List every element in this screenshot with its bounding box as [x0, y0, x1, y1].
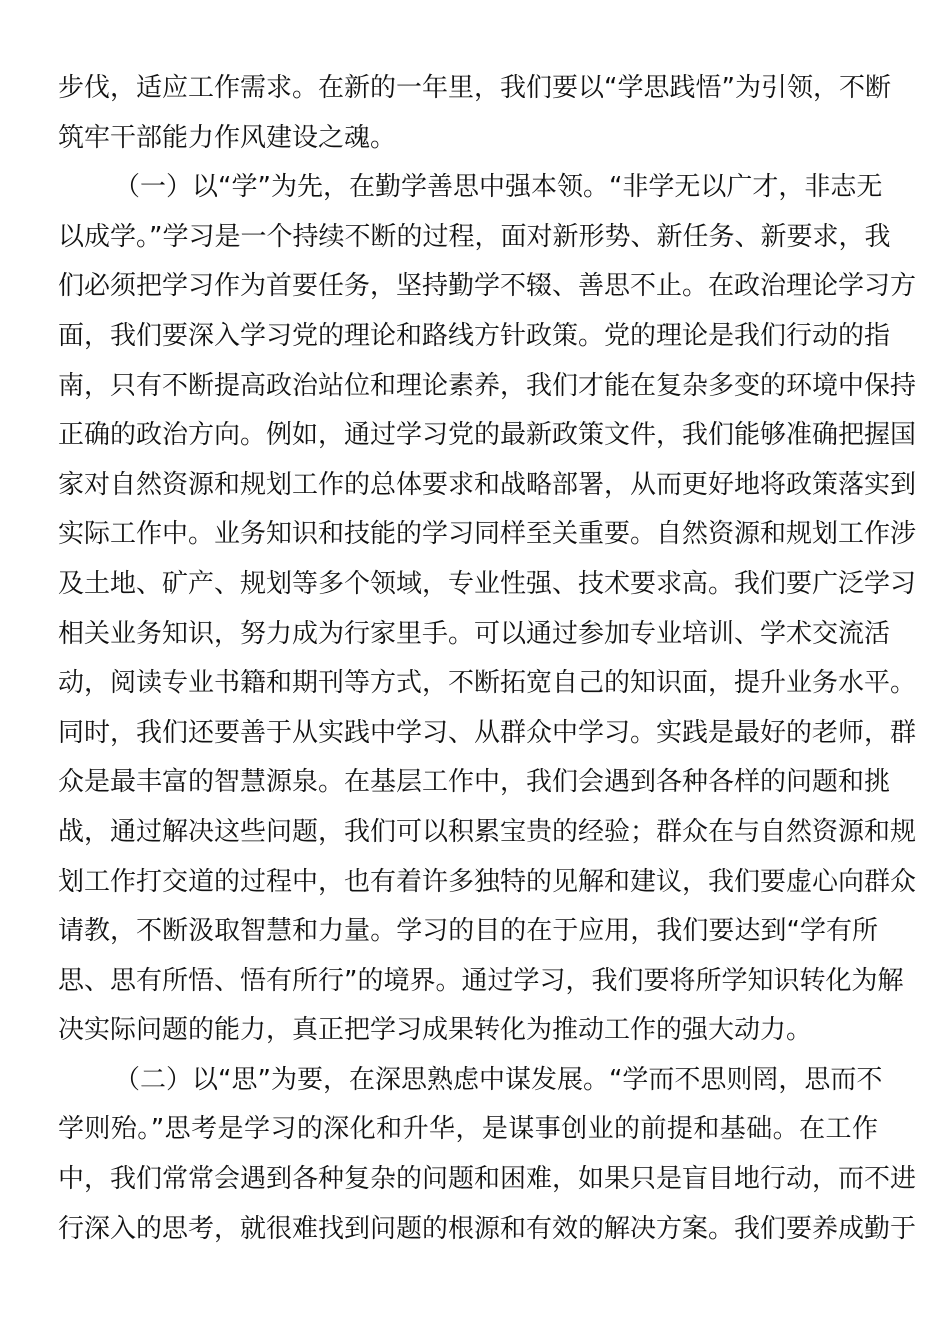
text-line: 划工作打交道的过程中，也有着许多独特的见解和建议，我们要虚心向群众	[58, 866, 917, 897]
body-text	[58, 64, 917, 1254]
text-line: 相关业务知识，努力成为行家里手。可以通过参加专业培训、学术交流活	[58, 618, 891, 649]
text-line: 决实际问题的能力，真正把学习成果转化为推动工作的强大动力。	[58, 1015, 813, 1046]
text-line: 以成学。”学习是一个持续不断的过程，面对新形势、新任务、新要求，我	[58, 221, 891, 252]
text-line: 家对自然资源和规划工作的总体要求和战略部署，从而更好地将政策落实到	[58, 469, 917, 500]
text-line: 动，阅读专业书籍和期刊等方式，不断拓宽自己的知识面，提升业务水平。	[58, 668, 917, 699]
text-line: 实际工作中。业务知识和技能的学习同样至关重要。自然资源和规划工作涉	[58, 519, 917, 550]
text-line: 面，我们要深入学习党的理论和路线方针政策。党的理论是我们行动的指	[58, 320, 891, 351]
text-line: 正确的政治方向。例如，通过学习党的最新政策文件，我们能够准确把握国	[58, 420, 917, 451]
text-line: 战，通过解决这些问题，我们可以积累宝贵的经验；群众在与自然资源和规	[58, 816, 917, 847]
text-line: 学则殆。”思考是学习的深化和升华，是谋事创业的前提和基础。在工作	[58, 1114, 878, 1145]
text-line: 行深入的思考，就很难找到问题的根源和有效的解决方案。我们要养成勤于	[58, 1213, 917, 1244]
text-line: 南，只有不断提高政治站位和理论素养，我们才能在复杂多变的环境中保持	[58, 370, 917, 401]
text-line: 及土地、矿产、规划等多个领域，专业性强、技术要求高。我们要广泛学习	[58, 568, 917, 599]
section-heading-line: （二）以“思”为要，在深思熟虑中谋发展。“学而不思则罔，思而不	[114, 1064, 883, 1095]
section-heading-line: （一）以“学”为先，在勤学善思中强本领。“非学无以广才，非志无	[114, 172, 883, 203]
text-line: 思、思有所悟、悟有所行”的境界。通过学习，我们要将所学知识转化为解	[58, 965, 904, 996]
text-line: 请教，不断汲取智慧和力量。学习的目的在于应用，我们要达到“学有所	[58, 916, 878, 947]
text-line: 众是最丰富的智慧源泉。在基层工作中，我们会遇到各种各样的问题和挑	[58, 767, 891, 798]
text-line: 筑牢干部能力作风建设之魂。	[58, 122, 397, 153]
text-line: 中，我们常常会遇到各种复杂的问题和困难，如果只是盲目地行动，而不进	[58, 1164, 917, 1195]
text-line: 同时，我们还要善于从实践中学习、从群众中学习。实践是最好的老师，群	[58, 717, 917, 748]
text-line: 们必须把学习作为首要任务，坚持勤学不辍、善思不止。在政治理论学习方	[58, 271, 917, 302]
text-line: 步伐，适应工作需求。在新的一年里，我们要以“学思践悟”为引领，不断	[58, 73, 891, 103]
